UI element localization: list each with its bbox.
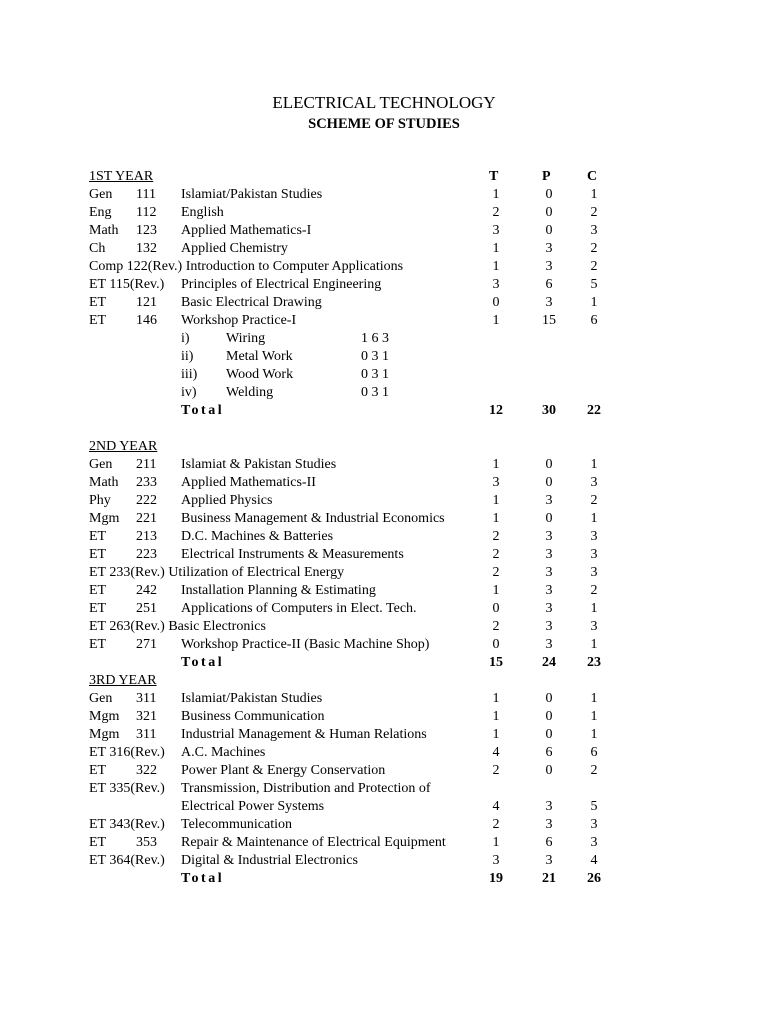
sub-item-name: Wood Work bbox=[226, 367, 294, 382]
course-number: 123 bbox=[136, 223, 157, 238]
theory-hours: 0 bbox=[492, 601, 500, 616]
practical-hours: 0 bbox=[545, 457, 553, 472]
practical-hours: 3 bbox=[545, 799, 553, 814]
practical-hours: 0 bbox=[545, 709, 553, 724]
credit-hours: 2 bbox=[590, 493, 598, 508]
credit-hours: 1 bbox=[590, 511, 598, 526]
course-title: Power Plant & Energy Conservation bbox=[181, 763, 386, 778]
credit-hours: 3 bbox=[590, 475, 598, 490]
practical-hours: 0 bbox=[545, 763, 553, 778]
course-number: 322 bbox=[136, 763, 157, 778]
total-label: Total bbox=[181, 403, 225, 418]
credit-hours: 6 bbox=[590, 313, 598, 328]
sub-item-hours: 0 3 1 bbox=[361, 385, 389, 400]
course-code: ET 364(Rev.) bbox=[89, 853, 165, 868]
course-number: 233 bbox=[136, 475, 157, 490]
theory-hours: 3 bbox=[492, 223, 500, 238]
course-title: Industrial Management & Human Relations bbox=[181, 727, 427, 742]
total-theory: 15 bbox=[489, 655, 503, 670]
course-row bbox=[0, 816, 768, 834]
total-credit: 26 bbox=[587, 871, 601, 886]
sub-item-name: Wiring bbox=[226, 331, 266, 346]
practical-hours: 3 bbox=[545, 529, 553, 544]
course-number: 221 bbox=[136, 511, 157, 526]
theory-hours: 4 bbox=[492, 745, 500, 760]
course-dept: ET bbox=[89, 313, 107, 328]
credit-hours: 2 bbox=[590, 763, 598, 778]
year-heading: 1ST YEAR bbox=[89, 169, 154, 184]
total-theory: 19 bbox=[489, 871, 503, 886]
theory-hours: 1 bbox=[492, 709, 500, 724]
practical-hours: 3 bbox=[545, 637, 553, 652]
theory-hours: 1 bbox=[492, 493, 500, 508]
course-dept: ET bbox=[89, 529, 107, 544]
practical-hours: 0 bbox=[545, 727, 553, 742]
course-title: Principles of Electrical Engineering bbox=[181, 277, 382, 292]
theory-hours: 3 bbox=[492, 853, 500, 868]
credit-hours: 5 bbox=[590, 799, 598, 814]
course-title: Applied Mathematics-II bbox=[181, 475, 316, 490]
course-code: Comp 122(Rev.) Introduction to Computer Applications bbox=[89, 259, 404, 274]
practical-hours: 3 bbox=[545, 583, 553, 598]
total-practical: 24 bbox=[542, 655, 556, 670]
course-dept: ET bbox=[89, 601, 107, 616]
credit-hours: 1 bbox=[590, 295, 598, 310]
course-dept: ET bbox=[89, 637, 107, 652]
course-number: 132 bbox=[136, 241, 157, 256]
sub-item-hours: 1 6 3 bbox=[361, 331, 389, 346]
course-title: Electrical Power Systems bbox=[181, 799, 325, 814]
practical-hours: 0 bbox=[545, 475, 553, 490]
column-header-p: P bbox=[542, 169, 551, 184]
course-number: 311 bbox=[136, 727, 157, 742]
course-title: Business Communication bbox=[181, 709, 325, 724]
course-title: Applications of Computers in Elect. Tech. bbox=[181, 601, 417, 616]
course-dept: Mgm bbox=[89, 727, 120, 742]
total-theory: 12 bbox=[489, 403, 503, 418]
column-header-c: C bbox=[587, 169, 598, 184]
course-title: Workshop Practice-I bbox=[181, 313, 297, 328]
course-number: 223 bbox=[136, 547, 157, 562]
total-row bbox=[0, 870, 768, 888]
course-title: A.C. Machines bbox=[181, 745, 266, 760]
credit-hours: 1 bbox=[590, 457, 598, 472]
credit-hours: 2 bbox=[590, 241, 598, 256]
credit-hours: 4 bbox=[590, 853, 598, 868]
course-dept: ET bbox=[89, 835, 107, 850]
course-row bbox=[0, 762, 768, 780]
course-title: Digital & Industrial Electronics bbox=[181, 853, 358, 868]
theory-hours: 1 bbox=[492, 691, 500, 706]
course-dept: Mgm bbox=[89, 709, 120, 724]
course-code: ET 343(Rev.) bbox=[89, 817, 165, 832]
course-code: ET 233(Rev.) Utilization of Electrical Energy bbox=[89, 565, 345, 580]
course-number: 121 bbox=[136, 295, 157, 310]
theory-hours: 0 bbox=[492, 637, 500, 652]
sub-item-row bbox=[0, 330, 768, 348]
course-number: 242 bbox=[136, 583, 157, 598]
total-credit: 22 bbox=[587, 403, 601, 418]
sub-item-index: iv) bbox=[181, 385, 197, 400]
course-title: D.C. Machines & Batteries bbox=[181, 529, 334, 544]
course-number: 353 bbox=[136, 835, 157, 850]
theory-hours: 1 bbox=[492, 835, 500, 850]
column-header-t: T bbox=[489, 169, 499, 184]
course-row bbox=[0, 258, 768, 276]
theory-hours: 1 bbox=[492, 583, 500, 598]
page-title: ELECTRICAL TECHNOLOGY bbox=[272, 93, 496, 112]
course-dept: Math bbox=[89, 475, 119, 490]
total-label: Total bbox=[181, 871, 225, 886]
theory-hours: 1 bbox=[492, 511, 500, 526]
course-row bbox=[0, 780, 768, 798]
course-code: ET 335(Rev.) bbox=[89, 781, 165, 796]
total-practical: 30 bbox=[542, 403, 556, 418]
theory-hours: 1 bbox=[492, 457, 500, 472]
practical-hours: 0 bbox=[545, 511, 553, 526]
sub-item-index: iii) bbox=[181, 367, 198, 382]
course-number: 311 bbox=[136, 691, 157, 706]
credit-hours: 3 bbox=[590, 619, 598, 634]
course-title: Applied Chemistry bbox=[181, 241, 288, 256]
practical-hours: 0 bbox=[545, 187, 553, 202]
theory-hours: 4 bbox=[492, 799, 500, 814]
course-number: 271 bbox=[136, 637, 157, 652]
credit-hours: 3 bbox=[590, 835, 598, 850]
practical-hours: 0 bbox=[545, 223, 553, 238]
course-row bbox=[0, 204, 768, 222]
course-row bbox=[0, 222, 768, 240]
practical-hours: 3 bbox=[545, 295, 553, 310]
course-row bbox=[0, 744, 768, 762]
sub-item-row bbox=[0, 384, 768, 402]
practical-hours: 3 bbox=[545, 817, 553, 832]
practical-hours: 3 bbox=[545, 619, 553, 634]
theory-hours: 3 bbox=[492, 475, 500, 490]
credit-hours: 3 bbox=[590, 223, 598, 238]
course-number: 111 bbox=[136, 187, 156, 202]
course-title: Electrical Instruments & Measurements bbox=[181, 547, 404, 562]
theory-hours: 2 bbox=[492, 529, 500, 544]
course-number: 211 bbox=[136, 457, 157, 472]
course-dept: ET bbox=[89, 583, 107, 598]
course-row bbox=[0, 474, 768, 492]
course-code: ET 263(Rev.) Basic Electronics bbox=[89, 619, 266, 634]
practical-hours: 3 bbox=[545, 259, 553, 274]
course-dept: Gen bbox=[89, 457, 113, 472]
course-title: Telecommunication bbox=[181, 817, 292, 832]
credit-hours: 2 bbox=[590, 205, 598, 220]
theory-hours: 2 bbox=[492, 817, 500, 832]
practical-hours: 3 bbox=[545, 853, 553, 868]
course-dept: Phy bbox=[89, 493, 111, 508]
credit-hours: 3 bbox=[590, 817, 598, 832]
course-row bbox=[0, 528, 768, 546]
sub-item-hours: 0 3 1 bbox=[361, 349, 389, 364]
credit-hours: 1 bbox=[590, 691, 598, 706]
sub-item-index: ii) bbox=[181, 349, 194, 364]
theory-hours: 2 bbox=[492, 547, 500, 562]
course-row bbox=[0, 546, 768, 564]
theory-hours: 2 bbox=[492, 565, 500, 580]
practical-hours: 6 bbox=[545, 745, 553, 760]
practical-hours: 15 bbox=[542, 313, 556, 328]
year-heading: 3RD YEAR bbox=[89, 673, 157, 688]
course-dept: Mgm bbox=[89, 511, 120, 526]
credit-hours: 3 bbox=[590, 529, 598, 544]
course-row bbox=[0, 564, 768, 582]
sub-item-name: Metal Work bbox=[226, 349, 293, 364]
theory-hours: 1 bbox=[492, 313, 500, 328]
credit-hours: 2 bbox=[590, 259, 598, 274]
theory-hours: 3 bbox=[492, 277, 500, 292]
course-row bbox=[0, 726, 768, 744]
year-heading: 2ND YEAR bbox=[89, 439, 158, 454]
credit-hours: 1 bbox=[590, 601, 598, 616]
course-title: Repair & Maintenance of Electrical Equipment bbox=[181, 835, 446, 850]
page-subtitle: SCHEME OF STUDIES bbox=[308, 116, 460, 132]
course-dept: Gen bbox=[89, 691, 113, 706]
course-number: 146 bbox=[136, 313, 157, 328]
course-title: Islamiat & Pakistan Studies bbox=[181, 457, 337, 472]
theory-hours: 1 bbox=[492, 727, 500, 742]
practical-hours: 3 bbox=[545, 493, 553, 508]
course-row bbox=[0, 492, 768, 510]
practical-hours: 3 bbox=[545, 565, 553, 580]
course-code: ET 316(Rev.) bbox=[89, 745, 165, 760]
practical-hours: 6 bbox=[545, 835, 553, 850]
total-label: Total bbox=[181, 655, 225, 670]
course-number: 321 bbox=[136, 709, 157, 724]
course-row bbox=[0, 510, 768, 528]
theory-hours: 2 bbox=[492, 205, 500, 220]
total-practical: 21 bbox=[542, 871, 556, 886]
course-row bbox=[0, 186, 768, 204]
sub-item-name: Welding bbox=[226, 385, 274, 400]
course-row bbox=[0, 456, 768, 474]
sub-item-index: i) bbox=[181, 331, 190, 346]
sub-item-row bbox=[0, 366, 768, 384]
theory-hours: 1 bbox=[492, 259, 500, 274]
course-row bbox=[0, 852, 768, 870]
course-row bbox=[0, 618, 768, 636]
course-title: Installation Planning & Estimating bbox=[181, 583, 376, 598]
theory-hours: 1 bbox=[492, 241, 500, 256]
total-credit: 23 bbox=[587, 655, 601, 670]
course-row bbox=[0, 294, 768, 312]
course-dept: Eng bbox=[89, 205, 112, 220]
credit-hours: 1 bbox=[590, 709, 598, 724]
course-row bbox=[0, 708, 768, 726]
practical-hours: 3 bbox=[545, 547, 553, 562]
course-dept: ET bbox=[89, 763, 107, 778]
credit-hours: 1 bbox=[590, 187, 598, 202]
course-title: Workshop Practice-II (Basic Machine Shop) bbox=[181, 637, 430, 652]
course-number: 251 bbox=[136, 601, 157, 616]
credit-hours: 3 bbox=[590, 565, 598, 580]
theory-hours: 2 bbox=[492, 763, 500, 778]
course-dept: Gen bbox=[89, 187, 113, 202]
credit-hours: 1 bbox=[590, 727, 598, 742]
practical-hours: 3 bbox=[545, 241, 553, 256]
credit-hours: 1 bbox=[590, 637, 598, 652]
course-row bbox=[0, 276, 768, 294]
practical-hours: 3 bbox=[545, 601, 553, 616]
course-title: Basic Electrical Drawing bbox=[181, 295, 322, 310]
course-row bbox=[0, 600, 768, 618]
theory-hours: 0 bbox=[492, 295, 500, 310]
credit-hours: 3 bbox=[590, 547, 598, 562]
course-row bbox=[0, 240, 768, 258]
course-dept: Math bbox=[89, 223, 119, 238]
practical-hours: 0 bbox=[545, 691, 553, 706]
total-row bbox=[0, 654, 768, 672]
course-row bbox=[0, 636, 768, 654]
course-row bbox=[0, 798, 768, 816]
course-title: Transmission, Distribution and Protection of bbox=[181, 781, 431, 796]
sub-item-hours: 0 3 1 bbox=[361, 367, 389, 382]
course-dept: ET bbox=[89, 295, 107, 310]
credit-hours: 5 bbox=[590, 277, 598, 292]
course-number: 213 bbox=[136, 529, 157, 544]
sub-item-row bbox=[0, 348, 768, 366]
course-title: Business Management & Industrial Economics bbox=[181, 511, 445, 526]
credit-hours: 2 bbox=[590, 583, 598, 598]
course-title: Islamiat/Pakistan Studies bbox=[181, 187, 323, 202]
course-title: Applied Physics bbox=[181, 493, 273, 508]
course-row bbox=[0, 834, 768, 852]
course-dept: Ch bbox=[89, 241, 106, 256]
theory-hours: 2 bbox=[492, 619, 500, 634]
course-number: 222 bbox=[136, 493, 157, 508]
course-row bbox=[0, 312, 768, 330]
credit-hours: 6 bbox=[590, 745, 598, 760]
course-row bbox=[0, 582, 768, 600]
total-row bbox=[0, 402, 768, 420]
course-row bbox=[0, 690, 768, 708]
practical-hours: 6 bbox=[545, 277, 553, 292]
practical-hours: 0 bbox=[545, 205, 553, 220]
course-code: ET 115(Rev.) bbox=[89, 277, 165, 292]
course-number: 112 bbox=[136, 205, 157, 220]
theory-hours: 1 bbox=[492, 187, 500, 202]
course-title: Applied Mathematics-I bbox=[181, 223, 312, 238]
course-dept: ET bbox=[89, 547, 107, 562]
course-title: English bbox=[181, 205, 224, 220]
course-title: Islamiat/Pakistan Studies bbox=[181, 691, 323, 706]
